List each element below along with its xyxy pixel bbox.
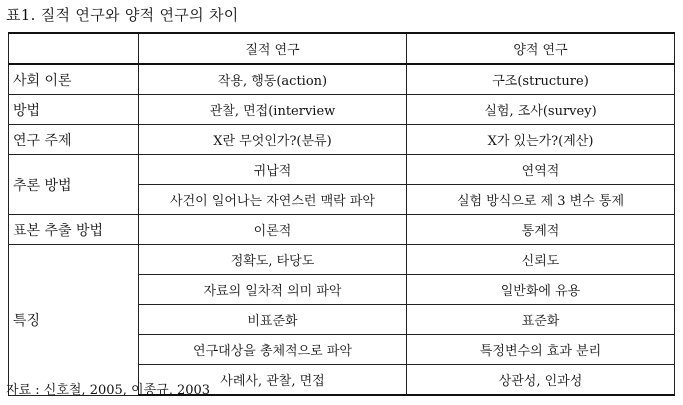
cell-quant-method: 실험, 조사(survey) xyxy=(407,95,675,125)
table-header-row xyxy=(9,33,675,64)
cell-qual-social-theory: 작용, 행동(action) xyxy=(139,64,407,95)
cell-quant-feature-5: 상관성, 인과성 xyxy=(407,365,675,396)
table-row xyxy=(9,125,675,155)
row-label-features: 특징 xyxy=(9,245,139,396)
cell-quant-social-theory: 구조(structure) xyxy=(407,64,675,95)
cell-quant-subject: X가 있는가?(계산) xyxy=(407,125,675,155)
source-note: 자료 : 신호철, 2005, 이종규, 2003 xyxy=(6,383,211,398)
cell-quant-sampling: 통계적 xyxy=(407,215,675,245)
cell-qual-feature-4: 연구대상을 총체적으로 파악 xyxy=(139,335,407,365)
table-row xyxy=(9,155,675,185)
cell-quant-feature-2: 일반화에 유용 xyxy=(407,275,675,305)
cell-qual-feature-3: 비표준화 xyxy=(139,305,407,335)
cell-qual-feature-5: 사례사, 관찰, 면접 xyxy=(139,365,407,396)
table-row xyxy=(9,95,675,125)
table-caption: 표1. 질적 연구와 양적 연구의 차이 xyxy=(6,6,239,24)
cell-qual-feature-2: 자료의 일차적 의미 파악 xyxy=(139,275,407,305)
cell-quant-reasoning-2: 실험 방식으로 제 3 변수 통제 xyxy=(407,185,675,215)
cell-quant-feature-1: 신뢰도 xyxy=(407,245,675,275)
cell-quant-feature-3: 표준화 xyxy=(407,305,675,335)
cell-qual-reasoning-2: 사건이 일어나는 자연스런 맥락 파악 xyxy=(139,185,407,215)
table-row xyxy=(9,215,675,245)
comparison-table xyxy=(8,32,675,396)
table-row xyxy=(9,64,675,95)
table-row xyxy=(9,245,675,275)
header-qualitative: 질적 연구 xyxy=(139,33,407,64)
cell-quant-feature-4: 특정변수의 효과 분리 xyxy=(407,335,675,365)
cell-qual-sampling: 이론적 xyxy=(139,215,407,245)
row-label-method: 방법 xyxy=(9,95,139,125)
row-label-reasoning: 추론 방법 xyxy=(9,155,139,215)
cell-qual-feature-1: 정확도, 타당도 xyxy=(139,245,407,275)
cell-qual-method: 관찰, 면접(interview xyxy=(139,95,407,125)
cell-quant-reasoning-1: 연역적 xyxy=(407,155,675,185)
cell-qual-reasoning-1: 귀납적 xyxy=(139,155,407,185)
header-empty-cell xyxy=(9,33,139,64)
row-label-subject: 연구 주제 xyxy=(9,125,139,155)
row-label-sampling: 표본 추출 방법 xyxy=(9,215,139,245)
header-quantitative: 양적 연구 xyxy=(407,33,675,64)
row-label-social-theory: 사회 이론 xyxy=(9,64,139,95)
cell-qual-subject: X란 무엇인가?(분류) xyxy=(139,125,407,155)
